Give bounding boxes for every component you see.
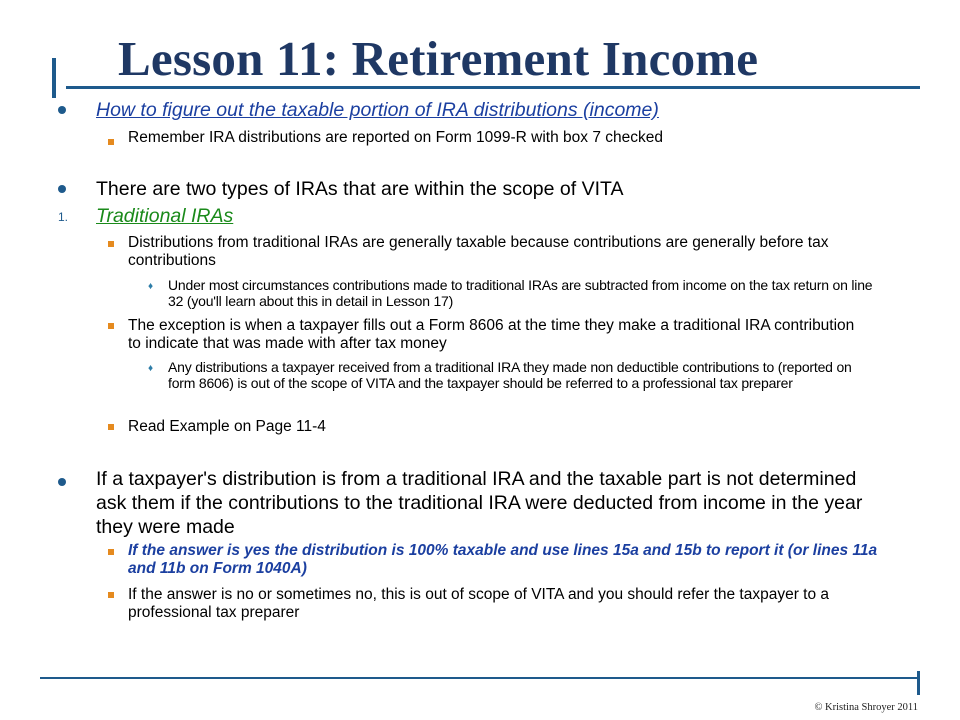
remember-line: Remember IRA distributions are reported on Form 1099-R with box 7 checked: [128, 129, 663, 146]
any-distributions-line: Any distributions a taxpayer received from a traditional IRA they made non deductible contributions to (reported on form 8606) is out of the scope of VITA and the taxpayer should be referred to a professional tax preparer: [168, 359, 852, 391]
traditional-link[interactable]: [96, 204, 233, 228]
distributions-line: Distributions from traditional IRAs are generally taxable because contributions are generally before tax contributions: [128, 234, 829, 269]
square-bullet-icon: [108, 592, 114, 598]
if-taxpayer-line: If a taxpayer's distribution is from a traditional IRA and the taxable part is not determined ask them if the contributions to the traditional IRA were deducted from income in the year they were made: [96, 468, 863, 538]
if-yes-line: [128, 542, 898, 578]
read-example-line: Read Example on Page 11-4: [128, 418, 326, 435]
frame-right-bar: [917, 671, 920, 695]
diamond-bullet-icon: ♦: [148, 281, 154, 292]
exception-line: The exception is when a taxpayer fills out a Form 8606 at the time they make a traditional IRA contribution to indicate that was made with after tax money: [128, 317, 855, 352]
two-types-line: There are two types of IRAs that are within the scope of VITA: [96, 178, 624, 200]
square-bullet-icon: [108, 424, 114, 430]
bullet-dot-icon: [58, 106, 66, 114]
copyright-notice: © Kristina Shroyer 2011: [814, 702, 918, 713]
if-yes-text: If the answer is yes the distribution is 100% taxable and use lines 15a and 15b to report it (or lines 11a and 11b on Form 1040A): [128, 542, 878, 577]
square-bullet-icon: [108, 241, 114, 247]
under-most-line: Under most circumstances contributions made to traditional IRAs are subtracted from income on the tax return on line 32 (you'll learn about this in detail in Lesson 17): [168, 277, 873, 309]
heading-link-text[interactable]: How to figure out the taxable portion of IRA distributions (income): [96, 99, 659, 121]
traditional-link-text[interactable]: Traditional IRAs: [96, 205, 234, 227]
square-bullet-icon: [108, 139, 114, 145]
list-number: 1.: [58, 210, 69, 224]
bullet-dot-icon: [58, 185, 66, 193]
bullet-dot-icon: [58, 478, 66, 486]
slide-title: Lesson 11: Retirement Income: [118, 31, 759, 86]
square-bullet-icon: [108, 323, 114, 329]
frame-left-bar: [52, 58, 56, 98]
heading-link[interactable]: [96, 98, 659, 122]
if-no-line: If the answer is no or sometimes no, this is out of scope of VITA and you should refer the taxpayer to a professional tax preparer: [128, 586, 830, 621]
frame-bottom-rule: [40, 677, 920, 679]
diamond-bullet-icon: ♦: [148, 363, 154, 374]
square-bullet-icon: [108, 549, 114, 555]
